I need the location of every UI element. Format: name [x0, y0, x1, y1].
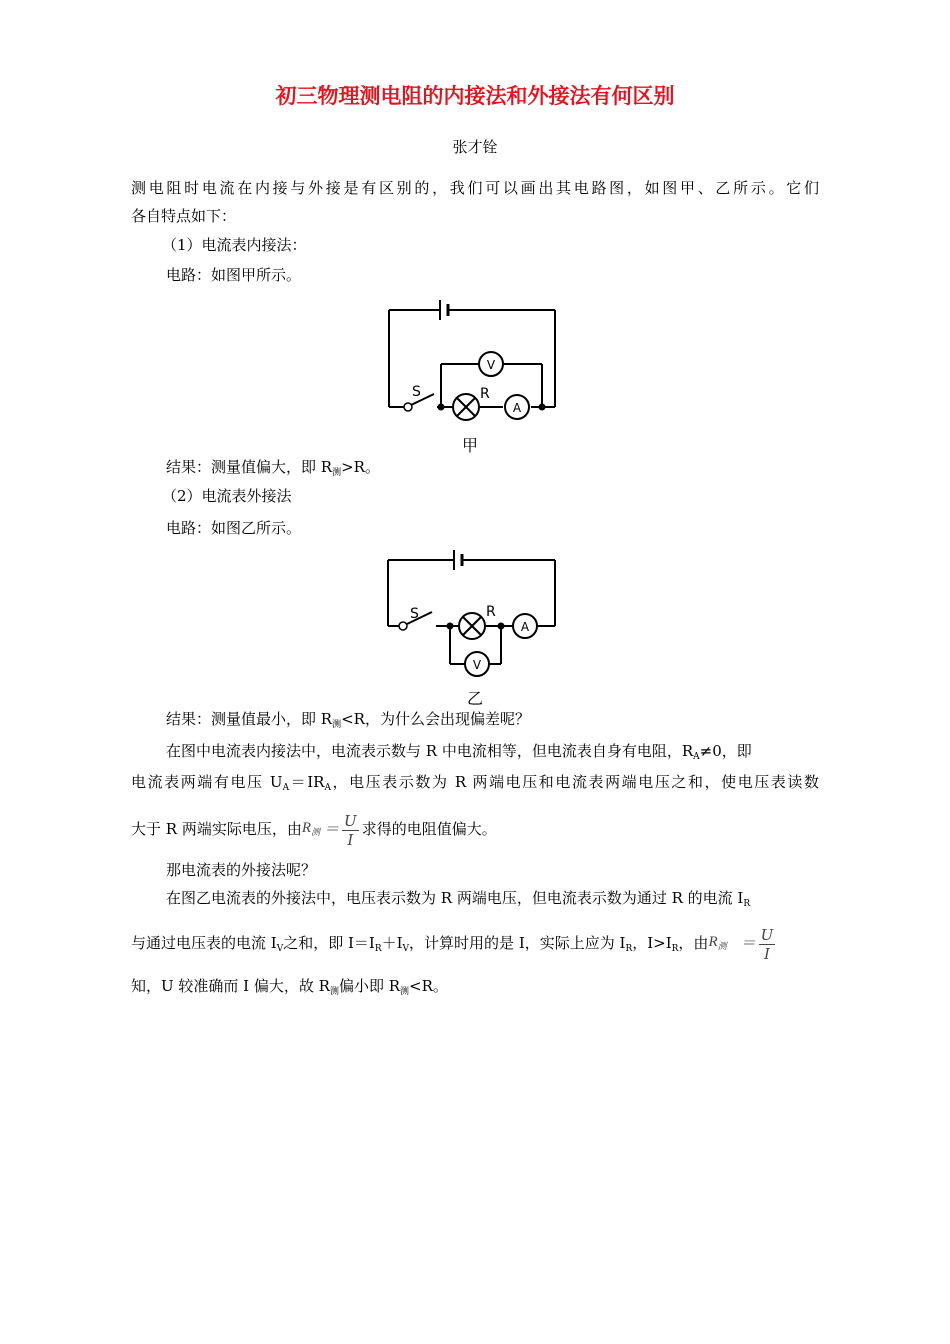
- ammeter-label: A: [512, 401, 522, 415]
- figure-caption: 甲: [461, 436, 479, 455]
- circuit-diagram-yi: [380, 546, 570, 708]
- paragraph-3-line-1: 在图乙电流表的外接法中，电压表示数为 R 两端电压，但电流表示数为通过 R 的电流 $I_R$: [166, 889, 751, 909]
- ammeter-symbol: [505, 395, 529, 419]
- page-title: 初三物理测电阻的内接法和外接法有何区别: [275, 84, 675, 108]
- circuit-diagram-jia: [380, 298, 570, 458]
- formula-fraction: $\frac{U}{I}$: [344, 811, 357, 849]
- ammeter-label: A: [520, 620, 530, 634]
- section-1-result: 结果：测量值偏大，即 $R_测>R$。: [166, 458, 380, 478]
- section-2-circuit-text: 电路：如图乙所示。: [166, 519, 302, 537]
- paragraph-3-line-3: 知，U 较准确而 I 偏大，故 $R_测$偏小即 $R_测<R$。: [131, 977, 448, 997]
- junction-dot: [447, 623, 454, 630]
- junction-dot: [539, 404, 546, 411]
- switch-terminal: [399, 622, 407, 630]
- paragraph-3-line-2: 与通过电压表的电流 $I_V$之和，即 $I=I_R+I_V$，计算时用的是 I，实际上应为 $I_R$，$I>I_R$，由$R_测$ ＝ $\frac{U}{I}$: [131, 922, 778, 969]
- section-2-heading: （2）电流表外接法: [162, 487, 292, 505]
- resistor-label: R: [486, 604, 496, 620]
- section-2-result: 结果：测量值最小，即 $R_测<R$，为什么会出现偏差呢？: [166, 710, 530, 730]
- formula-resistance: $R_测$: [708, 934, 727, 951]
- resistor-lamp-symbol: [459, 613, 485, 639]
- formula-fraction: $\frac{U}{I}$: [760, 925, 774, 963]
- figure-caption: 乙: [466, 689, 484, 708]
- section-1-circuit-text: 电路：如图甲所示。: [166, 266, 302, 284]
- author: 张才铨: [452, 138, 498, 156]
- intro-line-1: 测电阻时电流在内接与外接是有区别的，我们可以画出其电路图，如图甲、乙所示。它们: [131, 179, 819, 197]
- resistor-label: R: [480, 386, 490, 402]
- junction-dot: [438, 404, 445, 411]
- paragraph-1-line-2: 电流表两端有电压 $U_A=IR_A$，电压表示数为 R 两端电压和电流表两端电压之和，使电压表读数: [131, 773, 819, 793]
- ammeter-symbol: [513, 614, 537, 638]
- switch-label: S: [410, 606, 419, 622]
- formula-resistance: $R_测$: [301, 820, 321, 837]
- paragraph-2: 那电流表的外接法呢？: [166, 861, 317, 879]
- voltmeter-symbol: [479, 352, 503, 376]
- voltmeter-symbol: [465, 652, 489, 676]
- voltmeter-label: V: [486, 358, 496, 372]
- paragraph-1-line-3: 大于 R 两端实际电压，由$R_测$ ＝ $\frac{U}{I}$ 求得的电阻值偏大。: [131, 808, 497, 852]
- section-1-heading: （1）电流表内接法：: [162, 236, 307, 254]
- voltmeter-label: V: [472, 658, 482, 672]
- intro-line-2: 各自特点如下：: [131, 207, 237, 225]
- resistor-lamp-symbol: [453, 394, 479, 420]
- switch-terminal: [404, 403, 412, 411]
- switch-label: S: [412, 384, 421, 400]
- paragraph-1-line-1: 在图中电流表内接法中，电流表示数与 R 中电流相等，但电流表自身有电阻，$R_A\ne 0$，即: [166, 742, 752, 762]
- junction-dot: [498, 623, 505, 630]
